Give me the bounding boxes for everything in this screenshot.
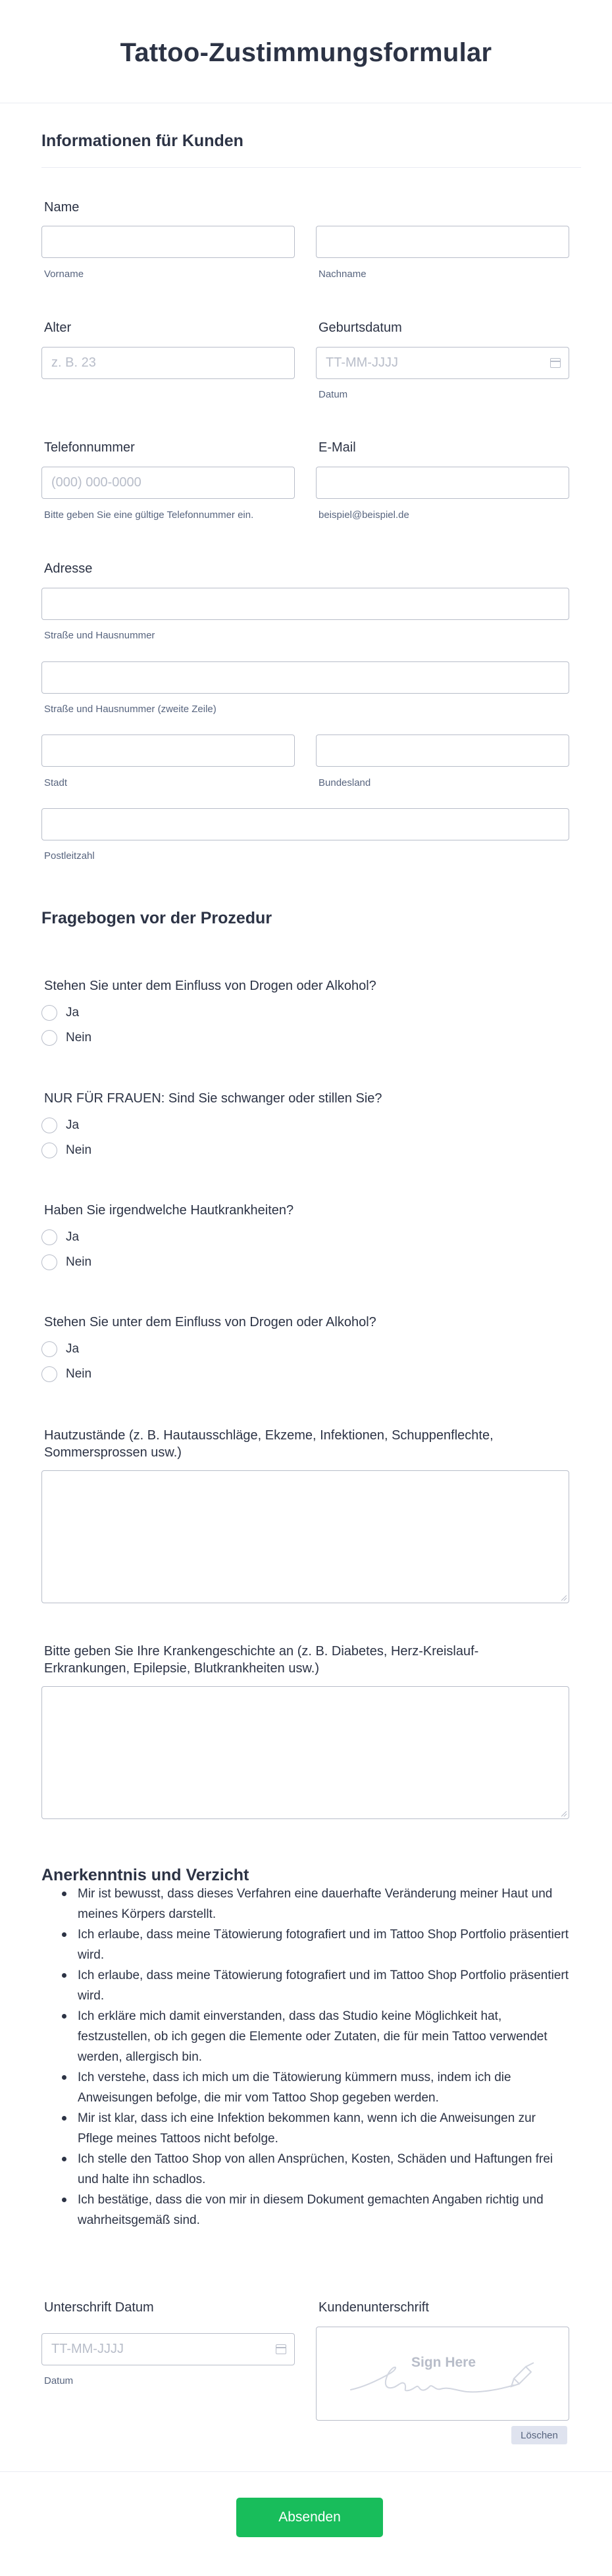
street-line2-sublabel: Straße und Hausnummer (zweite Zeile) [44,704,217,715]
section-heading-waiver: Anerkenntnis und Verzicht [41,1866,249,1884]
calendar-icon[interactable] [550,358,561,368]
radio-option-yes[interactable] [41,1118,79,1133]
waiver-item: Ich stelle den Tattoo Shop von allen Ansprüchen, Kosten, Schäden und Haftungen frei und halte ihn schadlos. [59,2149,573,2190]
age-placeholder: z. B. 23 [51,355,96,370]
form-title: Tattoo-Zustimmungsformular [120,38,492,67]
clear-signature-button[interactable]: Löschen [511,2426,567,2444]
radio-button[interactable] [41,1030,57,1046]
radio-label: Ja [66,1230,80,1244]
address-label: Adresse [44,561,93,576]
footer-divider [0,2471,612,2472]
radio-button[interactable] [41,1118,57,1133]
signature-date-input[interactable] [41,2333,295,2365]
birthdate-input[interactable] [316,347,569,379]
email-label: E-Mail [319,440,356,455]
street-line2-input[interactable] [41,661,569,694]
signature-date-sublabel: Datum [44,2375,74,2386]
waiver-item: Ich bestätige, dass die von mir in diesem Dokument gemachten Angaben richtig und wahrheitsgemäß sind. [59,2190,573,2230]
age-label: Alter [44,321,72,335]
street-line1-sublabel: Straße und Hausnummer [44,630,155,641]
first-name-input[interactable] [41,226,295,258]
radio-label: Ja [66,1006,80,1019]
waiver-item: Ich verstehe, dass ich mich um die Tätowierung kümmern muss, indem ich die Anweisungen befolge, die mir vom Tattoo Shop gegeben werden. [59,2067,573,2108]
radio-option-no[interactable] [41,1254,91,1270]
skin-conditions-label-cont: Sommersprossen usw.) [44,1445,182,1460]
phone-placeholder: (000) 000-0000 [51,475,141,490]
radio-button[interactable] [41,1143,57,1158]
resize-handle-icon[interactable] [561,1811,567,1816]
medical-history-textarea[interactable] [41,1686,569,1819]
first-name-sublabel: Vorname [44,269,84,280]
signature-pad[interactable] [316,2327,569,2421]
signature-date-placeholder: TT-MM-JJJJ [51,2342,124,2356]
section-heading-customer: Informationen für Kunden [41,132,243,150]
signature-hint: Sign Here [411,2355,476,2370]
medical-history-label-cont: Erkrankungen, Epilepsie, Blutkrankheiten usw.) [44,1661,320,1676]
signature-scribble-icon [317,2327,570,2421]
radio-label: Ja [66,1118,80,1132]
phone-sublabel: Bitte geben Sie eine gültige Telefonnummer ein. [44,509,254,521]
name-label: Name [44,200,80,215]
city-sublabel: Stadt [44,777,68,788]
question-label: Stehen Sie unter dem Einfluss von Drogen oder Alkohol? [44,979,376,993]
skin-conditions-label: Hautzustände (z. B. Hautausschläge, Ekzeme, Infektionen, Schuppenflechte, [44,1428,494,1443]
zip-input[interactable] [41,808,569,840]
email-sublabel: beispiel@beispiel.de [319,509,409,521]
question-label: Haben Sie irgendwelche Hautkrankheiten? [44,1203,294,1218]
radio-option-yes[interactable] [41,1005,79,1021]
radio-label: Ja [66,1342,80,1356]
resize-handle-icon[interactable] [561,1595,567,1601]
last-name-sublabel: Nachname [319,269,367,280]
radio-option-no[interactable] [41,1366,91,1382]
question-label: NUR FÜR FRAUEN: Sind Sie schwanger oder stillen Sie? [44,1091,382,1106]
waiver-list [59,1884,573,2230]
phone-label: Telefonnummer [44,440,135,455]
signature-label: Kundenunterschrift [319,2300,429,2315]
radio-button[interactable] [41,1366,57,1382]
city-input[interactable] [41,734,295,767]
birthdate-label: Geburtsdatum [319,321,402,335]
waiver-item: Mir ist bewusst, dass dieses Verfahren eine dauerhafte Veränderung meiner Haut und meines Körpers darstellt. [59,1884,573,1924]
phone-input[interactable] [41,467,295,499]
radio-label: Nein [66,1031,92,1044]
radio-button[interactable] [41,1254,57,1270]
last-name-input[interactable] [316,226,569,258]
street-line1-input[interactable] [41,588,569,620]
radio-label: Nein [66,1255,92,1269]
waiver-item: Ich erlaube, dass meine Tätowierung fotografiert und im Tattoo Shop Portfolio präsentiert wird. [59,1965,573,2006]
waiver-item: Ich erkläre mich damit einverstanden, dass das Studio keine Möglichkeit hat, festzustellen, ob ich gegen die Elemente oder Zutaten, die für mein Tattoo verwendet werden, allergisch bin. [59,2006,573,2067]
radio-option-yes[interactable] [41,1229,79,1245]
radio-option-no[interactable] [41,1030,91,1046]
radio-button[interactable] [41,1005,57,1021]
birthdate-placeholder: TT-MM-JJJJ [326,355,398,370]
radio-button[interactable] [41,1341,57,1357]
calendar-icon[interactable] [276,2344,286,2354]
birthdate-sublabel: Datum [319,389,348,400]
signature-date-label: Unterschrift Datum [44,2300,154,2315]
question-label: Stehen Sie unter dem Einfluss von Drogen oder Alkohol? [44,1315,376,1329]
form-header [0,0,612,103]
medical-history-label: Bitte geben Sie Ihre Krankengeschichte an (z. B. Diabetes, Herz-Kreislauf- [44,1644,479,1659]
waiver-item: Ich erlaube, dass meine Tätowierung fotografiert und im Tattoo Shop Portfolio präsentiert wird. [59,1924,573,1965]
radio-option-no[interactable] [41,1143,91,1158]
state-sublabel: Bundesland [319,777,371,788]
age-input[interactable] [41,347,295,379]
radio-label: Nein [66,1367,92,1381]
section-divider [41,167,581,168]
radio-option-yes[interactable] [41,1341,79,1357]
skin-conditions-textarea[interactable] [41,1470,569,1603]
email-input[interactable] [316,467,569,499]
zip-sublabel: Postleitzahl [44,850,95,862]
submit-button[interactable]: Absenden [236,2498,383,2537]
radio-button[interactable] [41,1229,57,1245]
state-input[interactable] [316,734,569,767]
waiver-item: Mir ist klar, dass ich eine Infektion bekommen kann, wenn ich die Anweisungen zur Pflege meines Tattoos nicht befolge. [59,2108,573,2149]
section-heading-questionnaire: Fragebogen vor der Prozedur [41,909,272,927]
radio-label: Nein [66,1143,92,1157]
